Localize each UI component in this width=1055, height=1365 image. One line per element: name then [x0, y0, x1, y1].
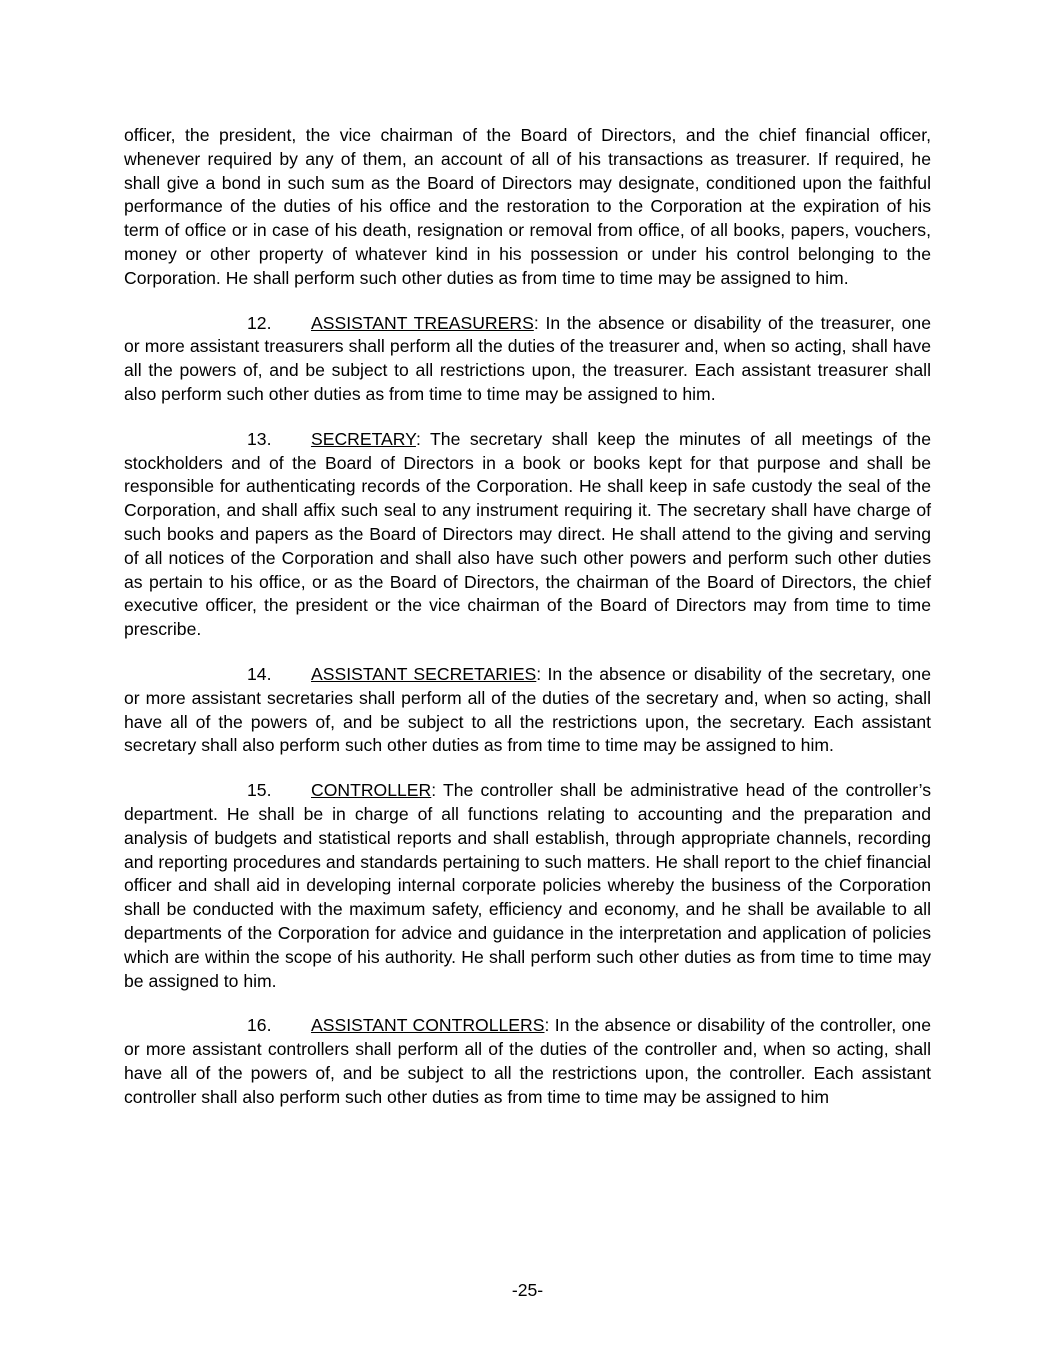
section-16-paragraph	[124, 1014, 931, 1109]
section-text: : In the absence or disability of the controller, one or more assistant controllers shall perform all of the duties of the controller and, when so acting, shall have all of the powers of, and be subject to all the restrictions upon, the controller. Each assistant controller shall also perform such other duties as from time to time may be assigned to him	[124, 1015, 931, 1107]
page-number: -25-	[511, 1280, 544, 1300]
section-number: 13.	[247, 428, 272, 449]
section-heading: ASSISTANT SECRETARIES	[311, 663, 537, 684]
section-text: : The secretary shall keep the minutes of all meetings of the stockholders and of the Board of Directors in a book or books kept for that purpose and shall be responsible for authenticating records of the Corporation. He shall keep in safe custody the seal of the Corporation, and shall affix such seal to any instrument requiring it. The secretary shall have charge of such books and papers as the Board of Directors may direct. He shall attend to the giving and serving of all notices of the Corporation and shall also have such other powers and perform such other duties as pertain to his office, or as the Board of Directors, the chairman of the Board of Directors, the chief executive officer, the president or the vice chairman of the Board of Directors may from time to time prescribe.	[124, 428, 931, 640]
section-text: : In the absence or disability of the treasurer, one or more assistant treasurers shall perform all the duties of the treasurer and, when so acting, shall have all the powers of, and be subject to all restrictions upon, the treasurer. Each assistant treasurer shall also perform such other duties as from time to time may be assigned to him.	[124, 312, 931, 404]
section-number: 14.	[247, 663, 272, 684]
continuation-paragraph: officer, the president, the vice chairman of the Board of Directors, and the chief financial officer, whenever required by any of them, an account of all of his transactions as treasurer. If required, he shall give a bond in such sum as the Board of Directors may designate, conditioned upon the faithful performance of the duties of his office and the restoration to the Corporation at the expiration of his term of office or in case of his death, resignation or removal from office, of all books, papers, vouchers, money or other property of whatever kind in his possession or under his control belonging to the Corporation. He shall perform such other duties as from time to time may be assigned to him.	[124, 125, 931, 288]
section-heading: CONTROLLER	[311, 780, 432, 801]
section-12-paragraph	[124, 312, 931, 407]
section-number: 16.	[247, 1015, 272, 1036]
document-page	[124, 124, 931, 1130]
section-heading: ASSISTANT TREASURERS	[311, 312, 534, 333]
section-14-paragraph	[124, 663, 931, 758]
section-text: : In the absence or disability of the secretary, one or more assistant secretaries shall perform all of the duties of the secretary and, when so acting, shall have all of the powers of, and be subject to all the restrictions upon, the secretary. Each assistant secretary shall also perform such other duties as from time to time may be assigned to him.	[124, 663, 932, 756]
section-heading: ASSISTANT CONTROLLERS	[311, 1015, 545, 1036]
section-number: 15.	[247, 780, 272, 801]
section-number: 12.	[247, 312, 272, 333]
section-heading: SECRETARY	[311, 428, 416, 449]
section-text: : The controller shall be administrative head of the controller’s department. He shall be in charge of all functions relating to accounting and the preparation and analysis of budgets and statistical reports and shall establish, through appropriate channels, recording and reporting procedures and standards pertaining to such matters. He shall report to the chief financial officer and shall aid in developing internal corporate policies whereby the business of the Corporation shall be conducted with the maximum safety, efficiency and economy, and he shall be available to all departments of the Corporation for advice and guidance in the interpretation and application of policies which are within the scope of his authority. He shall perform such other duties as from time to time may be assigned to him.	[124, 780, 931, 991]
section-15-paragraph	[124, 779, 931, 993]
section-13-paragraph	[124, 428, 931, 642]
